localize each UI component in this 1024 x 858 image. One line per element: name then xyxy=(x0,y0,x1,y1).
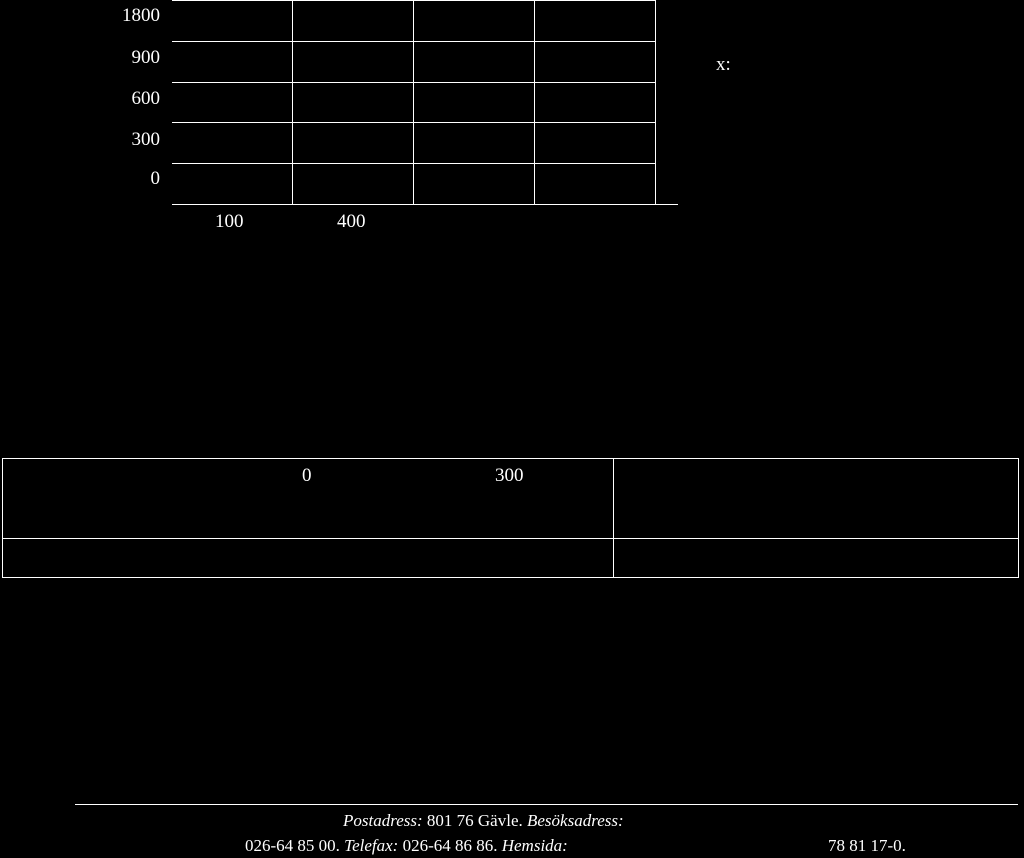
org-number: 78 81 17-0. xyxy=(828,836,906,855)
x-tick-label: 100 xyxy=(215,211,244,232)
table-column-divider xyxy=(613,458,614,578)
grid-line-vertical xyxy=(292,0,293,204)
grid-line-vertical xyxy=(655,0,656,204)
side-label: x: xyxy=(716,54,731,75)
table-cell: 0 xyxy=(302,465,312,486)
grid-line-horizontal xyxy=(172,41,656,42)
table-row-divider xyxy=(2,538,1019,539)
footer-address-line xyxy=(343,812,624,829)
besoksadress-label: Besöksadress: xyxy=(527,811,624,830)
y-tick-label: 0 xyxy=(150,168,160,189)
hemsida-label: Hemsida: xyxy=(501,836,568,855)
telefax-value: 026-64 86 86. xyxy=(402,836,498,855)
footer-rule xyxy=(75,804,1018,805)
grid-line-vertical xyxy=(534,0,535,204)
phone-value: 026-64 85 00. xyxy=(245,836,340,855)
table-border-bottom xyxy=(2,577,1019,578)
postadress-label: Postadress: xyxy=(343,811,423,830)
grid-line-horizontal xyxy=(172,163,656,164)
table-cell: 300 xyxy=(495,465,524,486)
grid-line-vertical xyxy=(413,0,414,204)
y-tick-label: 1800 xyxy=(122,5,160,26)
grid-line-horizontal xyxy=(172,0,656,1)
y-tick-label: 900 xyxy=(131,47,160,68)
postadress-value: 801 76 Gävle. xyxy=(426,811,523,830)
y-tick-label: 300 xyxy=(131,129,160,150)
table-border-top xyxy=(2,458,1019,459)
grid-line-horizontal xyxy=(172,122,656,123)
table-border-right xyxy=(1018,458,1019,578)
grid-line-horizontal xyxy=(172,82,656,83)
x-axis-line xyxy=(172,204,678,205)
telefax-label: Telefax: xyxy=(344,836,399,855)
footer-contact-line xyxy=(245,837,568,854)
y-tick-label: 600 xyxy=(131,88,160,109)
x-tick-label: 400 xyxy=(337,211,366,232)
table-border-left xyxy=(2,458,3,578)
